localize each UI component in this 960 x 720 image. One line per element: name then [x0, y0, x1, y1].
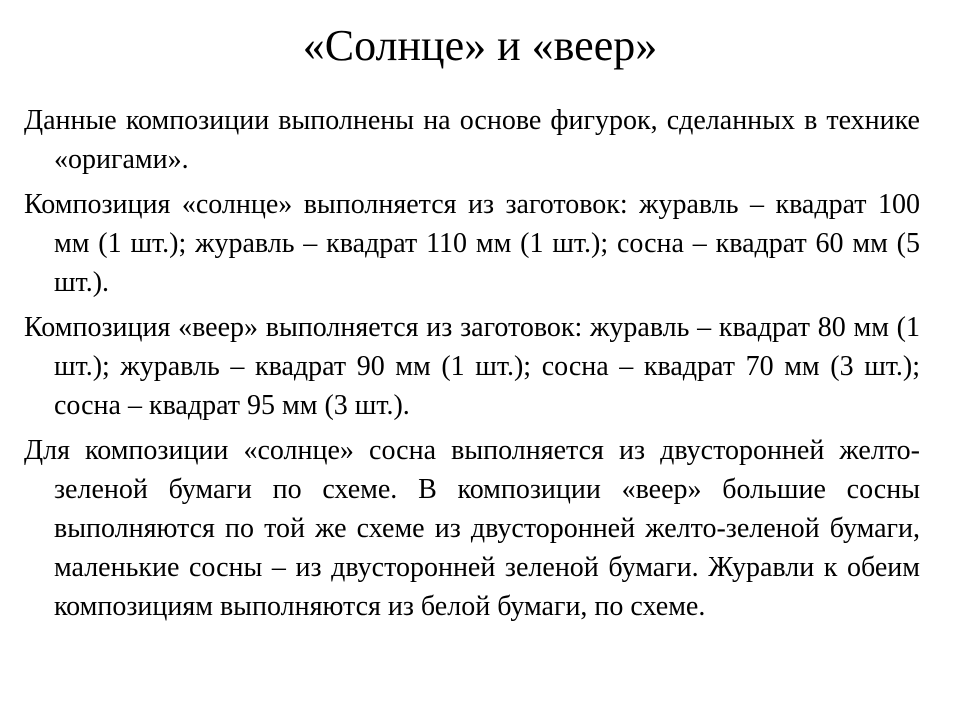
slide-title: «Солнце» и «веер»	[302, 21, 658, 70]
paragraph-sun-composition: Композиция «солнце» выполняется из заготовок: журавль – квадрат 100 мм (1 шт.); журавль – квадрат 110 мм (1 шт.); сосна – квадрат 60 мм (5 шт.).	[24, 189, 920, 298]
paragraph-intro: Данные композиции выполнены на основе фигурок, сделанных в технике «оригами».	[24, 105, 920, 175]
paragraph-materials: Для композиции «солнце» сосна выполняется из двусторонней желто-зеленой бумаги по схеме. В композиции «веер» большие сосны выполняются по той же схеме из двусторонней желто-зеленой бумаги, маленькие сосны – из двусторонней зеленой бумаги. Журавли к обеим композициям выполняются из белой бумаги, по схеме.	[24, 435, 920, 622]
slide-body	[24, 101, 920, 632]
paragraph-fan-composition: Композиция «веер» выполняется из заготовок: журавль – квадрат 80 мм (1 шт.); журавль – квадрат 90 мм (1 шт.); сосна – квадрат 70 мм (3 шт.); сосна – квадрат 95 мм (3 шт.).	[24, 312, 920, 421]
